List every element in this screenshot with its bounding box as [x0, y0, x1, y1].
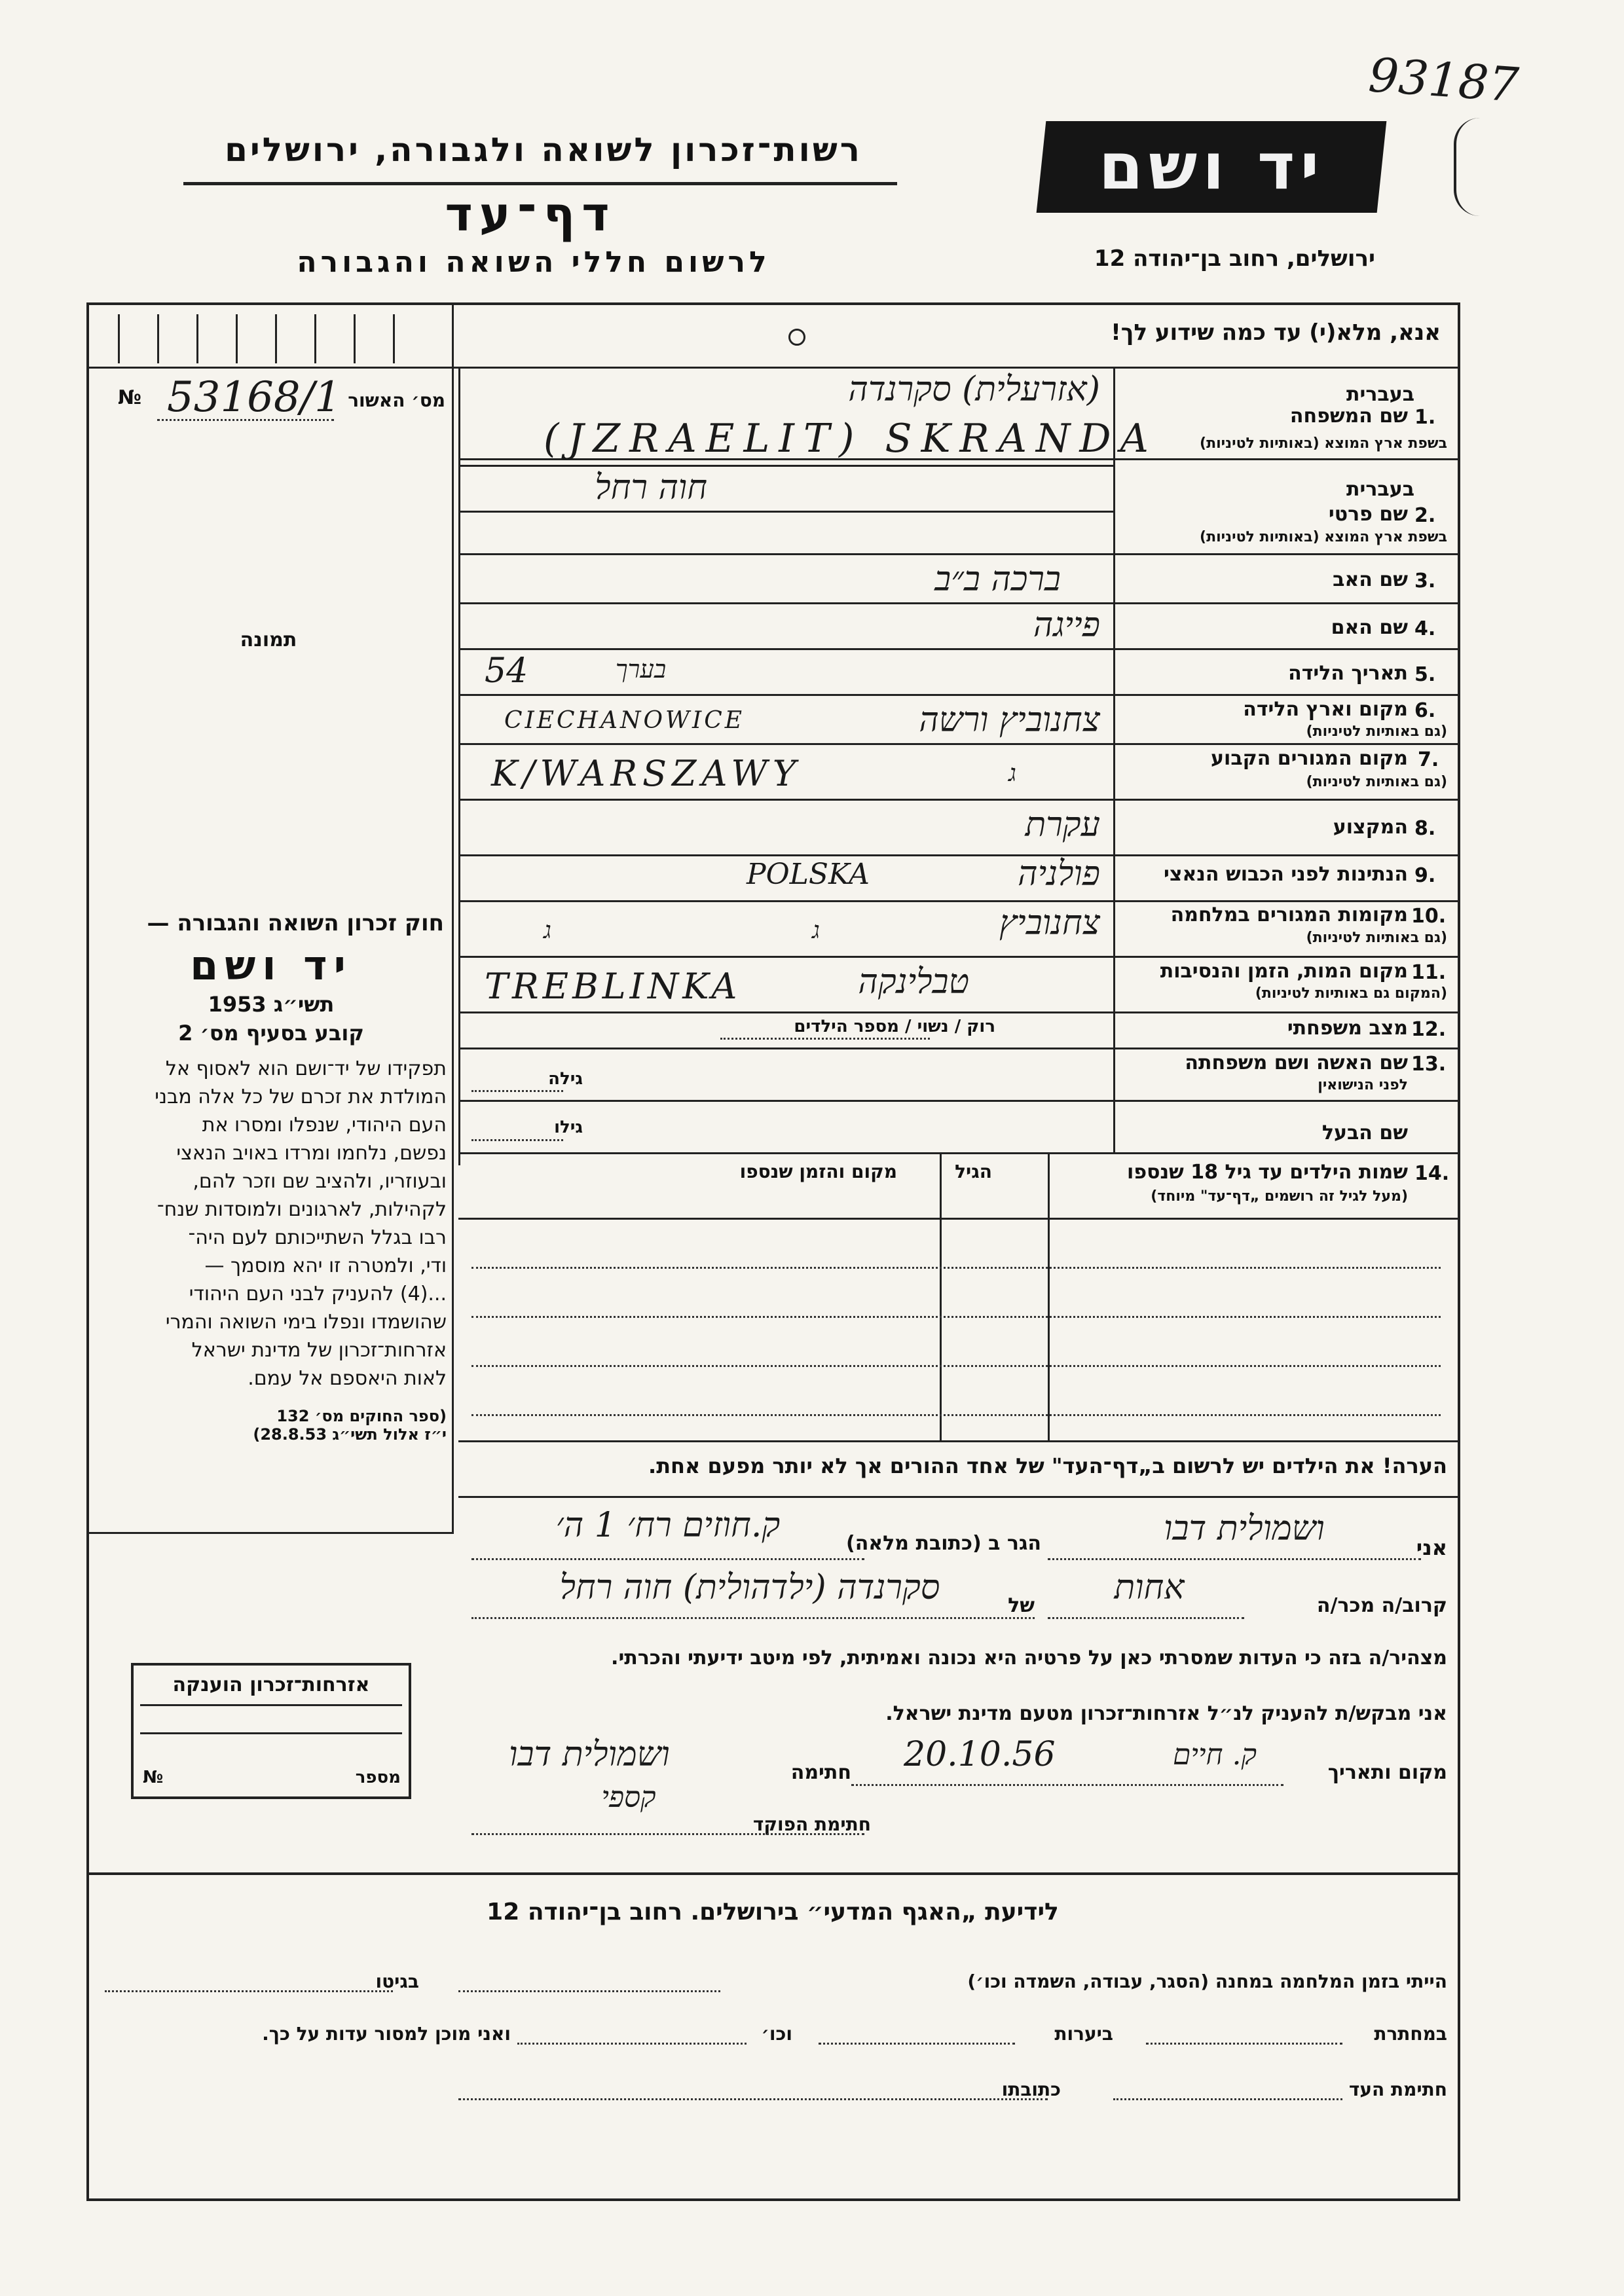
- field-11-value-hebrew[interactable]: טבלינקה: [858, 962, 969, 1002]
- field-5-num: 5.: [1414, 663, 1436, 686]
- field-13-age-dots: [471, 1090, 563, 1092]
- signature[interactable]: ושמולית דבו: [509, 1735, 670, 1774]
- row-line: [458, 553, 1458, 555]
- field-1-value-hebrew[interactable]: (אזרעלית) סקרנדה: [848, 370, 1100, 409]
- logo-text: יד ושם: [1098, 130, 1325, 204]
- law-box-bottom: [89, 1532, 454, 1534]
- field-9-value-hebrew[interactable]: פולניה: [1018, 854, 1100, 894]
- place-date-dots: [851, 1784, 1283, 1786]
- place-date-label: מקום ותאריך: [1327, 1761, 1447, 1784]
- children-row-dots: [471, 1414, 1441, 1416]
- row-line: [458, 694, 1458, 696]
- field-8-label: המקצוע: [1333, 816, 1408, 839]
- field-5-label: תאריך הלידה: [1288, 662, 1408, 685]
- field-6-value-hebrew[interactable]: צחנוביץ ורשה: [919, 701, 1100, 740]
- field-2-label: שם פרטי: [1328, 503, 1408, 526]
- law-name: יד ושם: [190, 941, 352, 989]
- place[interactable]: ק. חיים: [1172, 1738, 1257, 1772]
- field-13-sub: לפני הנישואין: [1318, 1077, 1408, 1093]
- instruction: אנא, מלא(י) עד כמה שידוע לך!: [1111, 319, 1441, 346]
- row-line: [458, 1152, 1458, 1154]
- decl-name-dots: [1048, 1558, 1421, 1560]
- decl-relative-name[interactable]: סקרנדה (ילדהולית) חוה רחל: [559, 1568, 940, 1607]
- field-11-num: 11.: [1411, 961, 1447, 984]
- handwritten-reference: 93187: [1367, 47, 1521, 113]
- tick: [275, 314, 277, 363]
- photo-label: תמונה: [240, 629, 297, 651]
- officer-label: חתימת הפוקד: [752, 1813, 871, 1835]
- institution-title: רשות־זכרון לשואה ולגבורה, ירושלים: [225, 131, 862, 169]
- law-title: חוק זכרון השואה והגבורה —: [147, 910, 444, 936]
- tick: [118, 314, 120, 363]
- law-section: קובע בסעיף מס׳ 2: [178, 1021, 364, 1046]
- field-2-sub: בשפת ארץ המוצא (באותיות לטיניות): [1200, 529, 1447, 545]
- law-line: תפקידו של יד־ושם הוא לאסוף אל: [165, 1057, 447, 1080]
- footer-line1: הייתי בזמן המלחמה במחנה (הסגר, עבודה, השמדה וכו׳): [967, 1971, 1447, 1992]
- law-line: ובעוזריו, ולהציב שם וזכר להם,: [193, 1170, 447, 1193]
- tick: [236, 314, 238, 363]
- children-col-border: [940, 1152, 942, 1440]
- cert-label: מס׳ האשור: [348, 390, 445, 411]
- law-line: שהושמדו ונפלו בימי השואה והמרי: [165, 1311, 447, 1334]
- top-row-line: [89, 367, 1458, 369]
- row-line: [458, 648, 1458, 650]
- field-12-dots: [720, 1038, 930, 1040]
- children-row-dots: [471, 1267, 1441, 1269]
- footer-underground-dots: [1146, 2043, 1342, 2045]
- row-line: [458, 1100, 1458, 1102]
- citizenship-number-label: מספר: [355, 1768, 401, 1787]
- law-line: ...(4) להעניק לבני העם היהודי: [189, 1283, 447, 1305]
- tick: [393, 314, 395, 363]
- field-7-num: 7.: [1418, 748, 1439, 771]
- field-1-hebrew-tag: בעברית: [1346, 383, 1414, 406]
- field-4-num: 4.: [1414, 617, 1436, 640]
- husband-age-label: גילו: [554, 1118, 583, 1137]
- field-13-label: שם האשה ושם משפחתה: [1185, 1051, 1408, 1074]
- decl-prefix: אני: [1416, 1535, 1447, 1560]
- field-7-label: מקום המגורים הקבוע: [1211, 747, 1408, 770]
- decl-address-dots: [471, 1558, 864, 1560]
- cert-dots: [157, 419, 334, 421]
- field-3-num: 3.: [1414, 570, 1436, 592]
- address: ירושלים, רחוב בן־יהודה 12: [1094, 246, 1375, 272]
- signature-label: חתימה: [790, 1761, 851, 1784]
- left-column-border: [452, 302, 454, 1533]
- field-9-num: 9.: [1414, 864, 1436, 887]
- children-sub: (מעל לגיל זה רושמים „דף־עד" מיוחד): [1151, 1188, 1408, 1205]
- field-4-label: שם האם: [1331, 616, 1408, 639]
- field-12-num: 12.: [1411, 1018, 1447, 1041]
- law-line: ודי, ולמטרה זו יהא מוסמך —: [204, 1254, 447, 1277]
- field-10-mark-1: ג: [544, 917, 551, 944]
- yad-vashem-logo: [1037, 121, 1387, 213]
- children-row-dots: [471, 1365, 1441, 1367]
- children-col-age: הגיל: [955, 1161, 992, 1182]
- decl-mid: הגר ב (כתובת מלאה): [845, 1532, 1041, 1555]
- footer-camp-dots: [458, 1990, 720, 1992]
- field-3-label: שם האב: [1333, 568, 1408, 591]
- label-column-border: [1113, 367, 1115, 1152]
- field-10-sub: (גם באותיות לטיניות): [1306, 930, 1447, 946]
- field-11-value-latin[interactable]: TREBLINKA: [485, 966, 741, 1007]
- form-title: דף־עד: [445, 187, 616, 242]
- row-line: [458, 956, 1458, 958]
- field-6-sub: (גם באותיות לטיניות): [1306, 723, 1447, 740]
- field-1-sub: בשפת ארץ המוצא (באותיות לטיניות): [1200, 435, 1447, 452]
- row-line: [458, 1011, 1458, 1013]
- footer-forests: ביערות: [1054, 2023, 1113, 2045]
- officer-signature[interactable]: קספי: [601, 1781, 656, 1814]
- field-11-label: מקום המות, הזמן והנסיבות: [1160, 960, 1408, 983]
- children-row-dots: [471, 1316, 1441, 1318]
- field-7-sub: (גם באותיות לטיניות): [1306, 774, 1447, 790]
- decl-address[interactable]: ק.חוזים רח׳ 1 ה׳: [555, 1506, 781, 1545]
- husband-label: שם הבעל: [1321, 1121, 1408, 1144]
- law-source: (ספר החוקים מס׳ 132: [276, 1407, 447, 1425]
- row-line: [458, 900, 1458, 902]
- citizenship-title: אזרחות־זכרון הוענקה: [172, 1673, 370, 1696]
- footer-ghetto-dots: [105, 1990, 393, 1992]
- field-6-value-latin[interactable]: CIECHANOWICE: [504, 707, 745, 734]
- law-line: נפשם, נלחמו ומרדו באויב הנאצי: [176, 1142, 447, 1165]
- cert-number: 53168/1: [167, 373, 341, 422]
- law-line: לקהילות, לארגונים ולמוסדות שנח־: [157, 1198, 447, 1221]
- field-10-value[interactable]: צחנוביץ: [999, 903, 1100, 943]
- tick: [354, 314, 356, 363]
- citizenship-number-prefix: №: [143, 1768, 164, 1787]
- row-line: [458, 511, 1113, 513]
- field-2-value[interactable]: חוה רחל: [595, 468, 707, 507]
- field-13-num: 13.: [1411, 1053, 1447, 1076]
- decl-relation[interactable]: אחות: [1114, 1568, 1185, 1607]
- children-header-line: [458, 1218, 1458, 1220]
- tick: [196, 314, 198, 363]
- row-line: [458, 602, 1458, 604]
- row-line: [458, 465, 1113, 467]
- field-2-hebrew-tag: בעברית: [1346, 478, 1414, 501]
- field-9-value-latin[interactable]: POLSKA: [747, 858, 870, 891]
- decl-relative-dots: [471, 1617, 1035, 1619]
- institution-underline: [183, 182, 897, 185]
- field-9-label: הנתינות לפני הכבוש הנאצי: [1164, 863, 1408, 886]
- footer-witness-dots: [1113, 2098, 1342, 2100]
- field-6-num: 6.: [1414, 699, 1436, 722]
- cert-prefix: №: [118, 386, 142, 409]
- law-line: העם היהודי, שנפלו ומסרו את: [202, 1114, 447, 1137]
- decl-relation-prefix: קרוב/ה מכר/ה: [1316, 1594, 1447, 1617]
- citizenship-line: [140, 1704, 402, 1706]
- citizenship-box: [131, 1663, 411, 1799]
- field-7-value[interactable]: K/WARSZAWY: [491, 753, 802, 794]
- field-12-label: מצב משפחתי: [1287, 1017, 1408, 1040]
- note-line: [458, 1496, 1458, 1498]
- field-10-mark-2: ג: [812, 917, 820, 944]
- field-2-num: 2.: [1414, 504, 1436, 527]
- form-subtitle: לרשום חללי השואה והגבורה: [297, 246, 771, 279]
- field-6-label: מקום וארץ הלידה: [1243, 698, 1408, 721]
- officer-dots: [471, 1833, 864, 1835]
- footer-underground: במחתרת: [1374, 2023, 1447, 2045]
- law-date: י״ז אלול תשי״ג 28.8.53): [253, 1425, 447, 1444]
- footer-address-dots: [458, 2098, 1048, 2100]
- field-5-age[interactable]: 54: [485, 651, 528, 691]
- row-line: [458, 799, 1458, 801]
- tick: [314, 314, 316, 363]
- field-8-value[interactable]: עקרת: [1025, 805, 1100, 845]
- footer-forests-dots: [819, 2043, 1015, 2045]
- law-box: [92, 910, 451, 1506]
- field-5-mid[interactable]: בערך: [616, 655, 667, 683]
- children-col-place: מקום והזמן שנספו: [739, 1161, 897, 1182]
- center-mark: [788, 329, 805, 346]
- law-line: המולדת את זכרם של כל אלה מבני: [155, 1085, 447, 1108]
- law-line: אזרחות־זכרון של מדינת ישראל: [191, 1339, 447, 1362]
- decl-statement: מצהיר/ה בזה כי העדות שמסרתי כאן על פרטיה היא נכונה ואמיתית, לפי מיטב ידיעתי והכרתי.: [611, 1647, 1447, 1669]
- row-line: [458, 1048, 1458, 1049]
- field-1-num: 1.: [1414, 406, 1436, 429]
- footer-etc: וכו׳: [761, 2023, 792, 2045]
- decl-request: אני מבקש/ת להעניק לנ״ל אזרחות־זכרון מטעם מדינת ישראל.: [885, 1702, 1447, 1725]
- decl-relation-dots: [1048, 1617, 1244, 1619]
- law-line: רבו בגלל השתייכותם לעם היה־: [188, 1226, 447, 1249]
- husband-age-dots: [471, 1139, 563, 1141]
- footer-address: כתובתו: [1001, 2079, 1061, 2100]
- law-line: לאות היאספם אל עמם.: [248, 1367, 447, 1390]
- field-10-label: מקומות המגורים במלחמה: [1170, 903, 1408, 926]
- field-12-options: רוק / נשוי / מספר הילדים: [794, 1017, 995, 1036]
- field-4-value[interactable]: פייגה: [1033, 606, 1100, 645]
- law-year: תשי״ג 1953: [208, 992, 335, 1017]
- footer-ghetto: בגיטו: [375, 1971, 419, 1992]
- children-col-border: [1048, 1152, 1050, 1440]
- field-1-label: שם המשפחה: [1289, 405, 1408, 428]
- margin-mark: [1454, 118, 1483, 216]
- field-11-sub: (המקום גם באותיות לטיניות): [1255, 985, 1447, 1002]
- field-8-num: 8.: [1414, 817, 1436, 840]
- field-13-age-label: גילה: [548, 1069, 583, 1089]
- field-1-value-latin[interactable]: (JZRAELIT) SKRANDA: [544, 416, 1158, 462]
- children-label: שמות הילדים עד גיל 18 שנספו: [1127, 1161, 1408, 1184]
- tick: [157, 314, 159, 363]
- decl-name[interactable]: ושמולית דבו: [1164, 1509, 1325, 1548]
- field-3-value[interactable]: ברכה ב״ב: [934, 560, 1061, 599]
- footer-heading: לידיעת „האגף המדעי״ בירושלים. רחוב בן־יהודה 12: [487, 1899, 1059, 1925]
- children-bottom-line: [458, 1440, 1458, 1442]
- field-10-num: 10.: [1411, 905, 1447, 928]
- date[interactable]: 20.10.56: [904, 1735, 1056, 1774]
- note: הערה! את הילדים יש לרשום ב„דף־העד" של אחד ההורים אך לא יותר מפעם אחת.: [648, 1453, 1447, 1478]
- law-text: [92, 1055, 451, 1393]
- citizenship-line: [140, 1732, 402, 1734]
- children-num: 14.: [1414, 1162, 1450, 1185]
- footer-etc-dots: [517, 2043, 747, 2045]
- footer-top-line: [89, 1872, 1458, 1875]
- field-7-mark: ג: [1008, 760, 1016, 787]
- decl-of: של: [1008, 1594, 1035, 1617]
- row-line: [458, 743, 1458, 745]
- footer-line2-end: ואני מוכן למסור עדות על כך.: [262, 2023, 511, 2045]
- footer-witness: חתימת העד: [1348, 2079, 1447, 2100]
- fields-left-border: [458, 367, 460, 1165]
